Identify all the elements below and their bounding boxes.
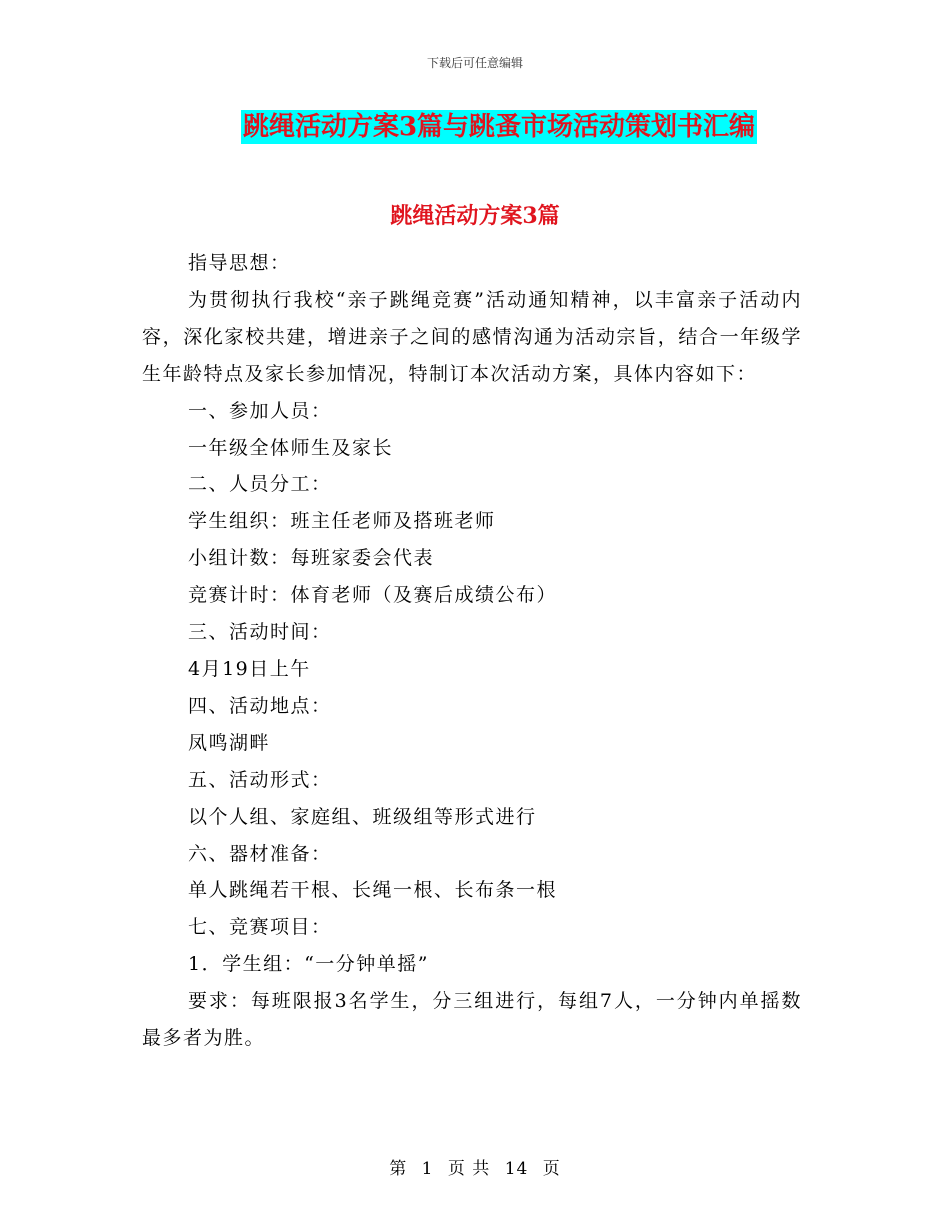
paragraph: 单人跳绳若干根、长绳一根、长布条一根 [188,879,558,902]
document-title: 跳绳活动方案3篇与跳蚤市场活动策划书汇编 [242,112,756,142]
paragraph: 指导思想： [188,252,291,274]
paragraph: 竞赛计时：体育老师（及赛后成绩公布） [188,584,558,607]
page-number: 1 [421,1159,434,1179]
paragraph: 学生组织：班主任老师及搭班老师 [188,510,496,533]
paragraph: 七、竞赛项目： [188,916,332,939]
paragraph: 四、活动地点： [188,694,332,717]
page-prefix: 第 [389,1159,408,1179]
paragraph: 二、人员分工： [188,473,332,496]
paragraph: 小组计数：每班家委会代表 [188,547,435,570]
page-suffix: 页 [542,1159,561,1179]
paragraph: 一年级全体师生及家长 [188,436,394,459]
paragraph: 凤鸣湖畔 [188,731,271,754]
page-footer [0,1154,950,1179]
paragraph: 4月19日上午 [188,657,311,680]
paragraph: 为贯彻执行我校“亲子跳绳竞赛”活动通知精神，以丰富亲子活动内容，深化家校共建，增进亲子之间的感情沟通为活动宗旨，结合一年级学生年龄特点及家长参加情况，特制订本次活动方案，具体内容如下： [142,288,802,385]
document-subtitle: 跳绳活动方案3篇 [390,203,560,229]
paragraph: 1．学生组：“一分钟单摇” [188,953,430,976]
paragraph: 以个人组、家庭组、班级组等形式进行 [188,805,537,828]
paragraph: 五、活动形式： [188,768,332,791]
header-note: 下载后可任意编辑 [426,56,523,70]
page-total: 14 [504,1159,529,1179]
paragraph: 六、器材准备： [188,842,332,865]
paragraph: 要求：每班限报3名学生，分三组进行，每组7人，一分钟内单摇数最多者为胜。 [142,990,802,1050]
paragraph: 三、活动时间： [188,621,332,644]
paragraph: 一、参加人员： [188,399,332,422]
document-body [142,245,802,1057]
page-mid: 页 共 [447,1159,491,1179]
main-title-wrap [0,110,950,144]
